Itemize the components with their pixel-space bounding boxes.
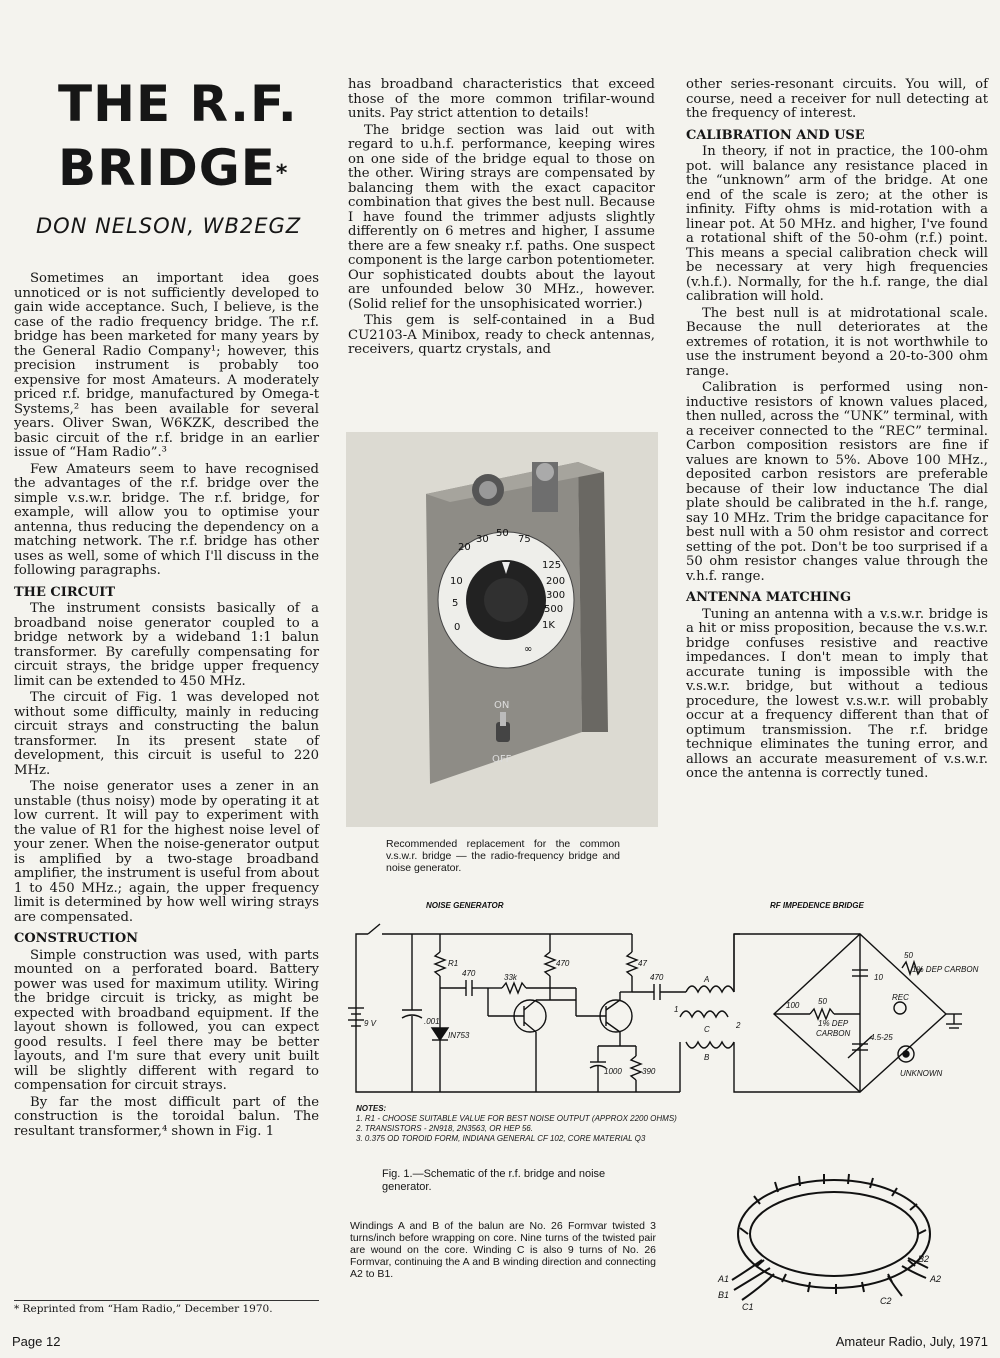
paragraph: has broadband characteristics that exceed those of the more common trifilar-wound units. Pay strict attention to details! bbox=[348, 77, 655, 121]
author-byline: DON NELSON, WB2EGZ bbox=[36, 214, 302, 238]
paragraph: Few Amateurs seem to have recognised the advantages of the r.f. bridge over the simple v.s.w.r. bridge. The r.f. bridge, for example, will allow you to optimise your antenna, thus reducing the dependency on a matching network. The r.f. bridge has other uses as well, some of which I'll discuss in the following paragraphs. bbox=[14, 461, 319, 578]
dial-mark: 0 bbox=[454, 622, 461, 633]
dial-mark: ∞ bbox=[524, 644, 533, 655]
toroid-c2-label: C2 bbox=[880, 1296, 892, 1306]
note-2: 2. TRANSISTORS - 2N918, 2N3563, OR HEP 56. bbox=[356, 1124, 533, 1133]
paragraph: The noise generator uses a zener in an unstable (thus noisy) mode by operating it at low current. It will pay to experiment with the value of R1 for the highest noise level of your zener. When the noise-generator output is amplified by a two-stage broadband amplifier, the instrument is useful from about 1 to 450 MHz.; again, the upper frequency limit is determined by how well wiring strays are compensated. bbox=[14, 779, 319, 925]
section-heading: THE CIRCUIT bbox=[14, 584, 116, 600]
title-asterisk: * bbox=[275, 161, 289, 186]
notes-heading: NOTES: bbox=[356, 1104, 387, 1113]
c10-label: 10 bbox=[874, 973, 883, 982]
rec-label: REC bbox=[892, 993, 909, 1002]
noise-generator-label: NOISE GENERATOR bbox=[426, 901, 504, 910]
winding-c-label: C bbox=[704, 1025, 710, 1034]
dial-mark: 500 bbox=[544, 604, 564, 615]
unknown-label: UNKNOWN bbox=[900, 1069, 943, 1078]
toroid-drawing bbox=[712, 1164, 948, 1314]
paragraph: This gem is self-contained in a Bud CU2103-A Minibox, ready to check antennas, receivers, quartz crystals, and bbox=[348, 313, 655, 357]
dep-carbon-label: 1% DEP CARBON bbox=[912, 965, 979, 974]
dial-mark: 300 bbox=[546, 590, 566, 601]
cap-470b-label: 470 bbox=[650, 973, 664, 982]
pot-label: 100 bbox=[786, 1001, 800, 1010]
paragraph: The bridge section was laid out with regard to u.h.f. performance, keeping wires on one side of the bridge equal to those on the other. Wiring strays are compensated by balancing them with the exact capacitor combination that gives the best null. Because I have found the trimmer adjusts slightly differently on 6 metres and higher, I assume there are a few sneaky r.f. paths. One suspect component is the large carbon potentiometer. Our sophisticated doubts about the layout are unfounded below 30 MHz., however. (Solid relief for the unsophisicated worrier.) bbox=[348, 122, 655, 312]
r50b-label: 50 bbox=[904, 951, 913, 960]
paragraph: other series-resonant circuits. You will, of course, need a receiver for null detecting at the frequency of interest. bbox=[686, 77, 988, 121]
column-3 bbox=[686, 78, 988, 784]
paragraph: Calibration is performed using non-inductive resistors of known values placed, then nulled, across the “UNK” terminal, with a receiver connected to the “REC” terminal. Carbon composition resistors are fine if values are known to 5%. Above 100 MHz., deposited carbon resistors are preferable because of their low inductance The dial plate should be calibrated in the h.f. range, say 10 MHz. Trim the bridge capacitance for best null with a 50 ohm resistor and correct setting of the pot. Don't be too surprised if a 50 ohm resistor changes value through the v.h.f. range. bbox=[686, 380, 988, 584]
toroid-b1-label: B1 bbox=[718, 1290, 730, 1300]
footnote: * Reprinted from “Ham Radio,” December 1970. bbox=[14, 1300, 319, 1315]
r33k-label: 33k bbox=[504, 973, 517, 982]
dial-mark: 75 bbox=[518, 534, 531, 545]
switch-off-label: OFF bbox=[492, 754, 512, 765]
column-2 bbox=[348, 78, 655, 360]
paragraph: By far the most difficult part of the construction is the toroidal balun. The resultant transformer,⁴ shown in Fig. 1 bbox=[14, 1094, 319, 1139]
title-line-2 bbox=[58, 136, 318, 200]
r1-label: R1 bbox=[448, 959, 459, 968]
dial-mark: 30 bbox=[476, 534, 489, 545]
column-1 bbox=[14, 272, 319, 1141]
dial-mark: 20 bbox=[458, 542, 471, 553]
paragraph: The best null is at midrotational scale. Because the null deteriorates at the extremes of rotation, it is not worthwhile to use the instrument beyond a 20-to-300 ohm range. bbox=[686, 305, 988, 379]
r50-label: 50 bbox=[818, 997, 827, 1006]
toroid-a1-label: A1 bbox=[718, 1274, 730, 1284]
zener-label: IN753 bbox=[448, 1031, 470, 1040]
bridge-label: RF IMPEDENCE BRIDGE bbox=[770, 901, 864, 910]
toroid-c1-label: C1 bbox=[742, 1302, 754, 1312]
r47-label: 47 bbox=[638, 959, 647, 968]
dial-mark: 200 bbox=[546, 576, 566, 587]
node-1-label: 1 bbox=[674, 1005, 679, 1014]
journal-footer: Amateur Radio, July, 1971 bbox=[835, 1334, 988, 1349]
title-line-1: THE R.F. bbox=[58, 75, 298, 133]
section-heading: CONSTRUCTION bbox=[14, 931, 139, 946]
paragraph: In theory, if not in practice, the 100-ohm pot. will balance any resistance placed in the “unknown” arm of the bridge. At one end of the scale is zero; at the other is infinity. Fifty ohms is mid-rotation with a linear pot. At 50 MHz. and higher, I've found a rotational shift of the 50-ohm (r.f.) point. This means a special calibration check will be necessary at very high frequencies (v.h.f.). Normally, for the h.f. range, the dial calibration will hold. bbox=[686, 144, 988, 304]
node-2-label: 2 bbox=[736, 1021, 741, 1030]
dial-mark: 5 bbox=[452, 598, 459, 609]
winding-b-label: B bbox=[704, 1053, 710, 1062]
paragraph: The instrument consists basically of a broadband noise generator coupled to a bridge network by a wideband 1:1 balun transformer. By carefully compensating for circuit strays, the bridge upper frequency limit can be extended to 450 MHz. bbox=[14, 601, 319, 689]
balun-caption: Windings A and B of the balun are No. 26 Formvar twisted 3 turns/inch before wrapping on core. Nine turns of the twisted pair are wound on the core. Winding C is also 9 turns of No. 26 Formvar, continuing the A and B winding direction and connecting A2 to B1. bbox=[350, 1220, 656, 1280]
r390-label: 390 bbox=[642, 1067, 656, 1076]
dep-label: 1% DEP bbox=[818, 1019, 849, 1028]
cap-1000-label: 1000 bbox=[604, 1067, 622, 1076]
schematic-notes bbox=[356, 1104, 677, 1144]
toroid-b2-label: B2 bbox=[918, 1254, 930, 1264]
section-heading: ANTENNA MATCHING bbox=[686, 590, 852, 605]
winding-a-label: A bbox=[704, 975, 710, 984]
toroid-illustration bbox=[712, 1164, 948, 1314]
dial-mark: 1K bbox=[542, 620, 555, 631]
dial-mark: 50 bbox=[496, 528, 509, 539]
article-title bbox=[58, 72, 318, 200]
switch-on-label: ON bbox=[494, 700, 510, 711]
figure-caption: Fig. 1.—Schematic of the r.f. bridge and noise generator. bbox=[382, 1168, 606, 1193]
cap-001-label: .001 bbox=[424, 1017, 440, 1026]
photo-illustration bbox=[346, 432, 658, 827]
trimmer-label: 4.5-25 bbox=[870, 1033, 893, 1042]
paragraph: Sometimes an important idea goes unnoticed or is not sufficiently developed to gain wide acceptance. Such, I believe, is the case of the radio frequency bridge. The r.f. bridge has been marketed for many years by the General Radio Company¹; however, this precision instrument is probably too expensive for most Amateurs. A moderately priced r.f. bridge, manufactured by Omega-t Systems,² has been available for several years. Oliver Swan, W6KZK, described the basic circuit of the r.f. bridge in an earlier issue of “Ham Radio”.³ bbox=[14, 271, 319, 460]
dep-carbon-label-2: CARBON bbox=[816, 1029, 851, 1038]
paragraph: The circuit of Fig. 1 was developed not without some difficulty, mainly in reducing circuit strays and constructing the balun transformer. In its present state of development, this circuit is useful to 220 MHz. bbox=[14, 690, 319, 778]
title-text: BRIDGE bbox=[58, 139, 276, 197]
toroid-a2-label: A2 bbox=[930, 1274, 942, 1284]
note-3: 3. 0.375 OD TOROID FORM, INDIANA GENERAL CF 102, CORE MATERIAL Q3 bbox=[356, 1134, 646, 1143]
photo-caption: Recommended replacement for the common v.s.w.r. bridge — the radio-frequency bridge and noise generator. bbox=[386, 838, 620, 874]
battery-label: 9 V bbox=[364, 1019, 377, 1028]
cap-470a-label: 470 bbox=[462, 969, 476, 978]
note-1: 1. R1 - CHOOSE SUITABLE VALUE FOR BEST NOISE OUTPUT (APPROX 2200 OHMS) bbox=[356, 1114, 677, 1123]
dial-mark: 10 bbox=[450, 576, 463, 587]
section-heading: CALIBRATION AND USE bbox=[686, 127, 865, 143]
r470-label: 470 bbox=[556, 959, 570, 968]
paragraph: Tuning an antenna with a v.s.w.r. bridge is a hit or miss proposition, because the v.s.w.r. bridge confuses resistive and reactive impedances. I don't mean to imply that accurate tuning is impossible with the v.s.w.r. bridge, but without a tedious procedure, the lowest v.s.w.r. will probably occur at a frequency different than that of optimum transmission. The r.f. bridge technique eliminates the tuning error, and allows an accurate measurement of v.s.w.r. once the antenna is correctly tuned. bbox=[686, 606, 988, 781]
page-number: Page 12 bbox=[12, 1334, 61, 1349]
dial-mark: 125 bbox=[542, 560, 562, 571]
paragraph: Simple construction was used, with parts mounted on a perforated board. Battery power was used for maximum utility. Wiring the bridge circuit is tricky, as might be expected with broadband equipment. If the layout shown is followed, you can expect good results. I feel there may be better layouts, and I'm sure that every unit built will be slightly different with regard to compensation for circuit strays. bbox=[14, 947, 319, 1093]
instrument-photo bbox=[346, 432, 658, 827]
